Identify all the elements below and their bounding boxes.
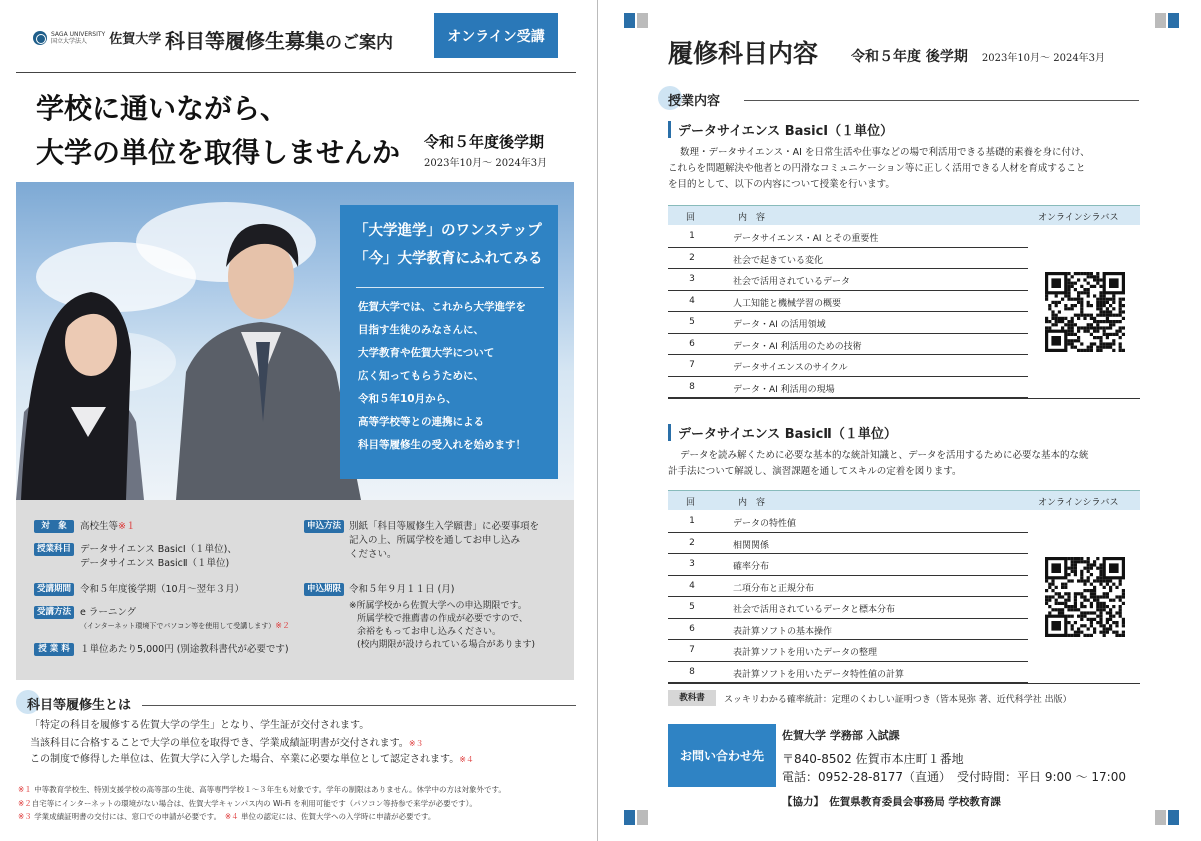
- row-content: 表計算ソフトを用いたデータ特性値の計算: [733, 669, 905, 680]
- table-row: [668, 576, 1028, 598]
- row-content: 社会で活用されているデータ: [733, 277, 851, 287]
- row-content: データサイエンス・AI とその重要性: [733, 234, 879, 244]
- panel-line: 佐賀大学では、これから大学進学を: [358, 301, 526, 313]
- table-row: [668, 226, 1028, 248]
- target-tag: 対 象: [34, 520, 74, 533]
- logo-english: SAGA UNIVERSITY: [51, 30, 106, 38]
- row-content: 表計算ソフトの基本操作: [733, 626, 833, 637]
- apply-method-line: 記入の上、所属学校を通してお申し込み: [349, 535, 521, 546]
- deadline-note: 所属学校で推薦書の作成が必要ですので、: [357, 614, 528, 624]
- course-marker: [668, 424, 671, 441]
- subjects-tag: 授業科目: [34, 543, 74, 556]
- qr-code-icon[interactable]: [1045, 557, 1125, 637]
- row-number: 2: [689, 537, 695, 548]
- university-emblem-icon: [33, 31, 47, 45]
- table-row: [668, 291, 1028, 313]
- row-content: 確率分布: [733, 562, 770, 572]
- corner-mark: [1155, 13, 1166, 28]
- row-number: 6: [689, 338, 695, 349]
- about-line-1: 「特定の科目を履修する佐賀大学の学生」となり、学生証が交付されます。: [30, 720, 370, 731]
- table-row: [668, 533, 1028, 555]
- row-content: データ・AI 利活用の現場: [733, 384, 835, 395]
- fee-tag: 授 業 料: [34, 643, 74, 656]
- section-divider: [142, 705, 576, 706]
- row-number: 3: [689, 559, 695, 569]
- table-row: [668, 312, 1028, 334]
- panel-line: 大学教育や佐賀大学について: [358, 347, 495, 359]
- page-left: [0, 0, 598, 841]
- row-number: 5: [689, 602, 695, 612]
- panel-line: 広く知ってもらうために、: [358, 370, 484, 382]
- footnote-3: ※３ 学業成績証明書の交付には、窓口での申請が必要です。 ※４ 単位の認定には、佐賀大学への入学時に申請が必要です。: [18, 812, 436, 821]
- course2-desc: データを読み解くために必要な基本的な統計知識と、データを活用するために必要な基本的な統 計手法について解説し、演習課題を通してスキルの定着を図ります。: [668, 450, 1089, 477]
- method-value: e ラーニング: [80, 607, 137, 618]
- target-value: 高校生等※１: [80, 521, 136, 532]
- row-content: 相関関係: [733, 540, 770, 551]
- term-dates: 2023年10月～ 2024年3月: [424, 158, 548, 169]
- apply-method-line: 別紙「科目等履修生入学願書」に必要事項を: [349, 521, 540, 532]
- row-number: 8: [689, 381, 695, 392]
- deadline-note: 余裕をもってお申し込みください。: [357, 627, 502, 637]
- panel-line: 高等学校等との連携による: [358, 416, 484, 428]
- course2-table-header: 回 内 容 オンラインシラバス: [668, 490, 1140, 510]
- table-row: [668, 597, 1028, 619]
- textbook-value: スッキリわかる確率統計：定理のくわしい証明つき（皆本晃弥 著、近代科学社 出版）: [724, 695, 1072, 705]
- row-number: 2: [689, 252, 695, 263]
- course1-title: データサイエンス BasicⅠ（１単位）: [678, 124, 894, 139]
- row-content: 社会で起きている変化: [733, 255, 824, 266]
- university-logo: [33, 28, 161, 47]
- contact-phone: 電話：0952-28-8177（直通） 受付時間：平日 9:00 ～ 17:00: [782, 770, 1126, 784]
- course2-title: データサイエンス BasicⅡ（１単位）: [678, 427, 897, 442]
- deadline-value: 令和５年９月１１日 (月): [349, 584, 455, 595]
- panel-line: 令和５年10月から、: [358, 393, 457, 405]
- row-content: データ・AI の活用領域: [733, 320, 826, 330]
- corner-mark: [1155, 810, 1166, 825]
- table-bottom-rule: [668, 398, 1140, 399]
- panel-divider: [356, 287, 544, 288]
- row-content: データ・AI 利活用のための技術: [733, 341, 862, 352]
- section-title: 授業内容: [668, 94, 721, 109]
- page2-title: 履修科目内容: [668, 39, 819, 68]
- page2-term: 令和５年度 後学期 2023年10月～ 2024年3月: [851, 49, 1106, 65]
- contact-address: 〒840-8502 佐賀市本庄町１番地: [782, 752, 964, 766]
- panel-line: 目指す生徒のみなさんに、: [358, 324, 484, 336]
- table-row: [668, 248, 1028, 270]
- course1-desc: 数理・データサイエンス・AI を日常生活や仕事などの場で利活用できる基礎的素養を身に付け、 これらを問題解決や他者との円滑なコミュニケーション等に正しく活用できる人材を育成すること を目的として、以下の内容について授業を行います。: [668, 147, 1090, 190]
- panel-heading-2: 「今」大学教育にふれてみる: [354, 251, 543, 267]
- course1-table-header: 回 内 容 オンラインシラバス: [668, 205, 1140, 225]
- table-row: [668, 355, 1028, 377]
- row-content: 二項分布と正規分布: [733, 583, 815, 594]
- course-marker: [668, 121, 671, 138]
- corner-mark: [624, 13, 635, 28]
- table-row: [668, 640, 1028, 662]
- panel-heading-1: 「大学進学」のワンステップ: [354, 223, 542, 239]
- about-line-2: 当該科目に合格することで大学の単位を取得でき、学業成績証明書が交付されます。※３: [30, 738, 424, 749]
- row-content: データの特性値: [733, 519, 797, 529]
- qr-code-icon[interactable]: [1045, 272, 1125, 352]
- contact-tag: お問い合わせ先: [668, 724, 776, 787]
- row-number: 4: [689, 295, 695, 306]
- term-block: [424, 131, 547, 169]
- subject-1: データサイエンス BasicⅠ（１単位)、: [80, 544, 237, 555]
- subject-2: データサイエンス BasicⅡ（１単位): [80, 558, 230, 569]
- term-label: 令和５年度後学期: [424, 133, 545, 151]
- row-number: 4: [689, 580, 695, 591]
- row-content: 社会で活用されているデータと標本分布: [733, 605, 896, 615]
- row-content: データサイエンスのサイクル: [733, 363, 848, 373]
- headline: 学校に通いながら、 大学の単位を取得しませんか: [36, 92, 401, 169]
- footnote-2: ※２自宅等にインターネットの環境がない場合は、佐賀大学キャンパス内の Wi-Fi を利用可能です（パソコン等持参で来学が必要です）。: [18, 799, 477, 808]
- table-row: [668, 269, 1028, 291]
- period-value: 令和５年度後学期（10月～翌年３月）: [80, 584, 245, 595]
- row-number: 1: [689, 516, 695, 526]
- row-number: 7: [689, 645, 695, 655]
- row-content: 人工知能と機械学習の概要: [733, 298, 842, 309]
- online-badge: オンライン受講: [434, 13, 558, 58]
- divider: [16, 72, 576, 73]
- cooperation: 【協力】 佐賀県教育委員会事務局 学校教育課: [782, 796, 1001, 808]
- table-row: [668, 662, 1028, 684]
- corner-mark: [1168, 810, 1179, 825]
- method-sub: （インターネット環境下でパソコン等を使用して受講します）※２: [80, 621, 290, 630]
- table-row: [668, 554, 1028, 576]
- corner-mark: [637, 13, 648, 28]
- corner-mark: [1168, 13, 1179, 28]
- about-title: 科目等履修生とは: [27, 698, 132, 713]
- info-box: [16, 500, 574, 680]
- section-divider: [744, 100, 1139, 101]
- deadline-note: ※所属学校から佐賀大学への申込期限です。: [349, 601, 527, 611]
- row-number: 6: [689, 623, 695, 634]
- logo-name: 佐賀大学: [109, 32, 162, 47]
- deadline-tag: 申込期限: [304, 583, 344, 596]
- row-content: 表計算ソフトを用いたデータの整理: [733, 648, 878, 658]
- panel-line: 科目等履修生の受入れを始めます！: [358, 439, 526, 451]
- about-line-3: この制度で修得した単位は、佐賀大学に入学した場合、卒業に必要な単位として認定されます。※４: [30, 754, 474, 765]
- apply-method-line: ください。: [349, 549, 397, 560]
- contact-name: 佐賀大学 学務部 入試課: [782, 729, 900, 742]
- table-row: [668, 377, 1028, 399]
- row-number: 5: [689, 317, 695, 327]
- corner-mark: [624, 810, 635, 825]
- row-number: 3: [689, 274, 695, 284]
- intro-panel: [340, 205, 558, 479]
- leaflet-title: 科目等履修生募集のご案内: [165, 29, 393, 53]
- logo-corp: 国立大学法人: [51, 37, 88, 45]
- table-row: [668, 511, 1028, 533]
- period-tag: 受講期間: [34, 583, 74, 596]
- footnote-1: ※１ 中等教育学校生、特別支援学校の高等部の生徒、高等専門学校１～３年生も対象です。学年の制限はありません。休学中の方は対象外です。: [18, 785, 506, 794]
- apply-method-tag: 申込方法: [304, 520, 344, 533]
- corner-mark: [637, 810, 648, 825]
- fee-value: １単位あたり5,000円 (別途教科書代が必要です): [80, 644, 289, 655]
- row-number: 8: [689, 666, 695, 677]
- table-row: [668, 619, 1028, 641]
- row-number: 1: [689, 231, 695, 241]
- table-row: [668, 334, 1028, 356]
- table-bottom-rule: [668, 683, 1140, 684]
- method-tag: 受講方法: [34, 606, 74, 619]
- textbook-tag: 教科書: [668, 690, 716, 706]
- deadline-note: (校内期限が設けられている場合があります): [357, 640, 536, 650]
- row-number: 7: [689, 360, 695, 370]
